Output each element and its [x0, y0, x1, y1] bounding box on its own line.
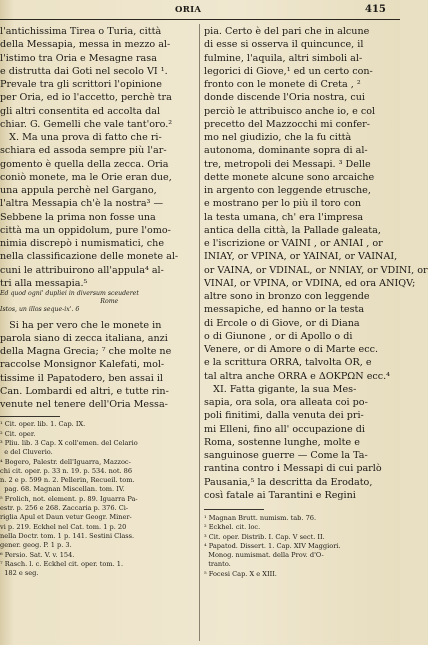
left-body-paragraph-1: l'antichissima Tirea o Turia, città della Messapia, messa in mezzo al- l'istimo tra Oria e Mesagne rasa e distrutta dai Goti nel secolo VI ¹. Prevale tra gli scrittori l'opinione per Oria, ed io l'accetto, perchè tra gli altri consentita ed accolta dal chiar. G. Gemelli che vale tant'oro.² X. Ma una prova di fatto che ri- schiara ed assoda sempre più l'ar- gomento è quella della zecca. Oria coniò monete, ma le Orie eran due, una appula perchè nel Gargano, l'altra Messapia ch'è la nostra³ — Sebbene la prima non fosse una città ma un oppidolum, pure l'omo- nimia discrepò i numismatici, che nella classificazione delle monete al- cuni le attribuirono all'appula⁴ al- tri alla messapia.⁵: [0, 26, 179, 289]
right-footnotes: ¹ Magnan Brutt. numism. tab. 76. ² Eckhel. cit. loc. ³ Cit. oper. Distrib. I. Cap. V sect. II. ⁴ Papatod. Dissert. 1. Cap. XIV Maggiori. Monog. numismat. della Prov. d'O- tranto. ⁵ Focesi Cap. X e XIII.: [204, 514, 341, 578]
right-body-paragraph: pia. Certo è del pari che in alcune di esse si osserva il quincunce, il fulmine, l'aquila, altri simboli al- legorici di Giove,¹ ed un certo con- fronto con le monete di Creta , ² donde discende l'Oria nostra, cui perciò le attribuisco anche io, e col precetto del Mazzocchi mi confer- mo nel giudizio, che la fu città autonoma, dominante sopra di al- tre, metropoli dei Messapi. ³ Delle dette monete alcune sono arcaiche in argento con leggende etrusche, e mostrano per lo più il toro con la testa umana, ch' era l'impresa antica della città, la Pallade galeata, e l'iscrizione or VAINI , or ANIAI , or INIAY, or VPINA, or YAINAI, or VAINAI, or VAINA, or VDINAL, or NNIAY, or VDINI, or VINAI, or VPINA, or VDINA, ed ora ANIQV; altre sono in bronzo con leggende messapiche, ed hanno or la testa di Ercole o di Giove, or di Diana o di Giunone , or di Apollo o di Venere, or di Amore o di Marte ecc. e la scrittura ORRA, talvolta OR, e tal altra anche ORRA e ΔΟΚΡΩΝ ecc.⁴ XI. Fatta gigante, la sua Mes- sapia, ora sola, ora alleata coi po- poli finitimi, dalla venuta dei pri- mi Elleni, fino all' occupazione di Roma, sostenne lunghe, molte e sanguinose guerre — Come la Ta- rantina contro i Messapi di cui parlò Pausania,⁵ la descritta da Erodato, così fatale ai Tarantini e Regini: [204, 26, 428, 501]
header-rule: [0, 19, 400, 20]
right-column: [204, 25, 428, 640]
running-title: ORIA: [175, 5, 202, 15]
running-header: [0, 5, 400, 17]
footnote-separator: [204, 509, 264, 510]
latin-quotation: Ed quod ogni' dupliei in diversum sceuderet Rome Istos, un illos seque-ix'. 6: [0, 290, 139, 314]
page-number: 415: [365, 4, 386, 15]
left-footnotes: ¹ Cit. oper. lib. 1. Cap. IX. ² Cit. oper. ³ Pliu. lib. 3 Cap. X coll'emen. del Celario e del Cluverio. ⁴ Bogero, Palestr. dell'Iguarra, Mazzoc- chi cit. oper. p. 33 n. 19. p. 534. not. 86 n. 2 e p. 599 n. 2. Pellerin, Recueil. tom. pag. 68. Magnan Miscellan. tom. IV. ⁵ Frolich, not. element. p. 89. Iguarra Pa- estr. p. 256 e 268. Zaccaria p. 376. Ci- riglia Apul et Daun vetur Geogr. Miner- vi p. 219. Eckhel nel Cat. tom. 1 p. 20 nella Doctr. tom. 1 p. 141. Sestini Class. gener. geog. P. 1 p. 3. ⁶ Persio. Sat. V. v. 154. ⁷ Rasch. l. c. Eckhel cit. oper. tom. 1. 182 e seg.: [0, 420, 138, 578]
column-divider: [199, 24, 200, 641]
left-column: [0, 25, 193, 640]
footnote-separator: [0, 416, 60, 417]
left-body-paragraph-2: Si ha per vero che le monete in parola siano di zecca italiana, anzi della Magna Grecia; ⁷ che molte ne raccolse Monsignor Kalefati, mol- tissime il Papatodero, ben assai il Can. Lombardi ed altri, e tutte rin- venute nel tenere dell'Oria Messa-: [0, 319, 172, 411]
